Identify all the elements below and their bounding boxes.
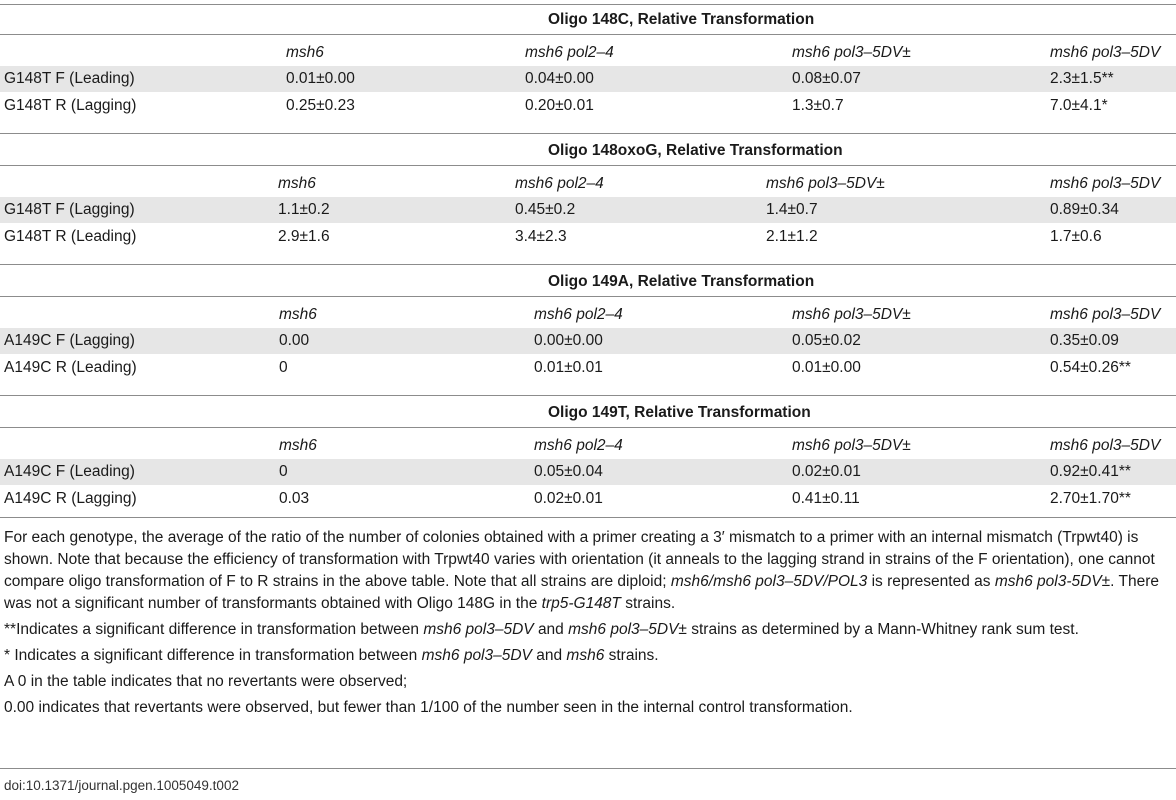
panel-title-row bbox=[0, 399, 1176, 427]
table-cell: 0.04±0.00 bbox=[525, 70, 594, 87]
column-header: msh6 pol2–4 bbox=[525, 44, 614, 61]
column-header-row bbox=[0, 433, 1176, 459]
footnote-main: For each genotype, the average of the ratio of the number of colonies obtained with a primer creating a 3′ mismatch to a primer with an internal mismatch (Trpwt40) is shown. Note that because the efficiency of transformation with Trpwt40 varies with orientation (it anneals to the lagging strand in strains of the F orientation), one cannot compare oligo transformation of F to R strains in the above table. Note that all strains are diploid; msh6/msh6 pol3–5DV/POL3 is represented as msh6 pol3-5DV±. There was not a significant number of transformants obtained with Oligo 148G in the trp5-G148T strains. bbox=[4, 529, 1159, 612]
table-row bbox=[0, 328, 1176, 354]
panel-rule-top bbox=[0, 264, 1176, 265]
row-label: G148T F (Leading) bbox=[4, 70, 135, 87]
column-header: msh6 pol2–4 bbox=[515, 175, 604, 192]
table-row bbox=[0, 66, 1176, 92]
table-cell: 0.01±0.00 bbox=[286, 70, 355, 87]
table-footnotes bbox=[4, 527, 1174, 719]
row-label: A149C R (Lagging) bbox=[4, 490, 137, 507]
doi-link[interactable]: doi:10.1371/journal.pgen.1005049.t002 bbox=[4, 778, 239, 793]
panel-rule-mid bbox=[0, 165, 1176, 166]
table-cell: 0.02±0.01 bbox=[534, 490, 603, 507]
panel-title: Oligo 149T, Relative Transformation bbox=[548, 404, 811, 421]
table-cell: 0.08±0.07 bbox=[792, 70, 861, 87]
column-header: msh6 pol3–5DV± bbox=[792, 44, 911, 61]
table-cell: 0.25±0.23 bbox=[286, 97, 355, 114]
table-cell: 1.1±0.2 bbox=[278, 201, 330, 218]
column-header: msh6 pol3–5DV bbox=[1050, 44, 1161, 61]
table-cell: 0.03 bbox=[279, 490, 310, 507]
panel-rule-top bbox=[0, 4, 1176, 5]
footnote-zero: A 0 in the table indicates that no revertants were observed; bbox=[4, 673, 408, 690]
table-cell: 2.9±1.6 bbox=[278, 228, 330, 245]
panel-rule-mid bbox=[0, 34, 1176, 35]
table-cell: 1.3±0.7 bbox=[792, 97, 844, 114]
table-cell: 7.0±4.1* bbox=[1050, 97, 1108, 114]
table-row bbox=[0, 197, 1176, 223]
row-label: A149C F (Lagging) bbox=[4, 332, 135, 349]
column-header-row bbox=[0, 302, 1176, 328]
table-cell: 0.00 bbox=[279, 332, 310, 349]
table-cell: 2.1±1.2 bbox=[766, 228, 818, 245]
row-label: G148T F (Lagging) bbox=[4, 201, 135, 218]
panel-rule-mid bbox=[0, 296, 1176, 297]
table-cell: 0.00±0.00 bbox=[534, 332, 603, 349]
table-row bbox=[0, 93, 1176, 119]
row-label: A149C R (Leading) bbox=[4, 359, 137, 376]
table-cell: 0.05±0.02 bbox=[792, 332, 861, 349]
footnote-zero-point: 0.00 indicates that revertants were observed, but fewer than 1/100 of the number seen in the internal control transformation. bbox=[4, 699, 853, 716]
table-cell: 0.92±0.41** bbox=[1050, 463, 1131, 480]
table-cell: 1.4±0.7 bbox=[766, 201, 818, 218]
panel-rule-mid bbox=[0, 427, 1176, 428]
row-label: A149C F (Leading) bbox=[4, 463, 135, 480]
table-cell: 0.89±0.34 bbox=[1050, 201, 1119, 218]
table-cell: 0.01±0.01 bbox=[534, 359, 603, 376]
table-row bbox=[0, 459, 1176, 485]
table-cell: 0 bbox=[279, 463, 288, 480]
table-row bbox=[0, 486, 1176, 512]
table-cell: 2.70±1.70** bbox=[1050, 490, 1131, 507]
table-bottom-rule bbox=[0, 517, 1176, 518]
column-header: msh6 pol3–5DV bbox=[1050, 437, 1161, 454]
column-header: msh6 bbox=[279, 437, 317, 454]
panel-title-row bbox=[0, 6, 1176, 34]
column-header-row bbox=[0, 171, 1176, 197]
table-cell: 0.01±0.00 bbox=[792, 359, 861, 376]
column-header: msh6 pol2–4 bbox=[534, 437, 623, 454]
table-cell: 0.41±0.11 bbox=[792, 490, 860, 507]
table-cell: 0.35±0.09 bbox=[1050, 332, 1119, 349]
table-cell: 2.3±1.5** bbox=[1050, 70, 1114, 87]
panel-title: Oligo 148C, Relative Transformation bbox=[548, 11, 815, 28]
panel-title: Oligo 149A, Relative Transformation bbox=[548, 273, 815, 290]
column-header: msh6 bbox=[278, 175, 316, 192]
column-header: msh6 bbox=[286, 44, 324, 61]
column-header: msh6 pol3–5DV± bbox=[792, 306, 911, 323]
table-cell: 0.20±0.01 bbox=[525, 97, 594, 114]
row-label: G148T R (Leading) bbox=[4, 228, 137, 245]
table-row bbox=[0, 224, 1176, 250]
table-cell: 3.4±2.3 bbox=[515, 228, 567, 245]
row-label: G148T R (Lagging) bbox=[4, 97, 137, 114]
footnote-double-asterisk: **Indicates a significant difference in transformation between msh6 pol3–5DV and msh6 pol3–5DV± strains as determined by a Mann-Whitney rank sum test. bbox=[4, 621, 1079, 638]
column-header-row bbox=[0, 40, 1176, 66]
column-header: msh6 pol3–5DV± bbox=[766, 175, 885, 192]
doi-rule bbox=[0, 768, 1176, 769]
panel-title: Oligo 148oxoG, Relative Transformation bbox=[548, 142, 843, 159]
table-row bbox=[0, 355, 1176, 381]
table-cell: 1.7±0.6 bbox=[1050, 228, 1102, 245]
column-header: msh6 pol3–5DV bbox=[1050, 175, 1161, 192]
panel-rule-top bbox=[0, 133, 1176, 134]
column-header: msh6 pol3–5DV± bbox=[792, 437, 911, 454]
table-cell: 0 bbox=[279, 359, 288, 376]
table-cell: 0.54±0.26** bbox=[1050, 359, 1131, 376]
column-header: msh6 pol3–5DV bbox=[1050, 306, 1161, 323]
column-header: msh6 pol2–4 bbox=[534, 306, 623, 323]
table-cell: 0.05±0.04 bbox=[534, 463, 603, 480]
table-cell: 0.02±0.01 bbox=[792, 463, 861, 480]
footnote-single-asterisk: * Indicates a significant difference in transformation between msh6 pol3–5DV and msh6 strains. bbox=[4, 647, 659, 664]
panel-title-row bbox=[0, 137, 1176, 165]
panel-title-row bbox=[0, 268, 1176, 296]
column-header: msh6 bbox=[279, 306, 317, 323]
table-cell: 0.45±0.2 bbox=[515, 201, 576, 218]
panel-rule-top bbox=[0, 395, 1176, 396]
